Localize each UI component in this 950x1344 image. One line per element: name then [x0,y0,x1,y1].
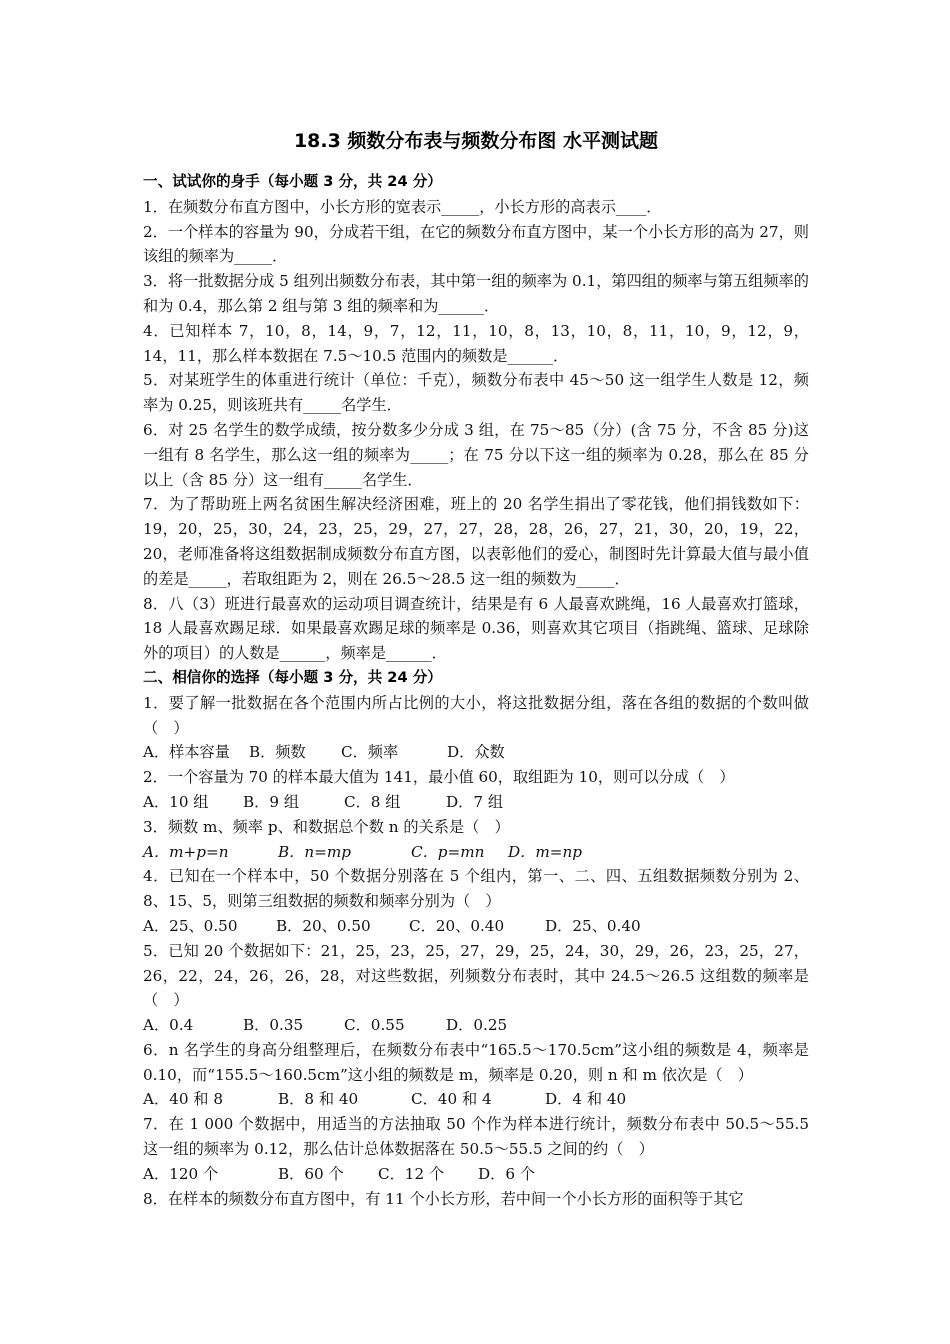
choice-options-7 [143,1162,809,1187]
choice-options-4 [143,914,809,939]
option-d: D．25、0.40 [545,916,641,935]
option-a: A．m+p=n [143,842,229,861]
fill-question-7: 7．为了帮助班上两名贫困生解决经济困难，班上的 20 名学生捐出了零花钱，他们捐钱数如下：19，20，25，30，24，23，25，29，27，27，28，28，26，27，21，30，20，19，22，20，老师准备将这组数据制成频数分布直方图，以表彰他们的爱心，制图时先计算最大值与最小值的差是_____，若取组距为 2，则在 26.5～28.5 这一组的频数为_____． [143,495,809,588]
choice-question-6: 6．n 名学生的身高分组整理后，在频数分布表中“165.5～170.5cm”这小组的频数是 4，频率是 0.10，而“155.5～160.5cm”这小组的频数是 m，频率是 0.20，则 n 和 m 依次是（ ） [143,1040,809,1084]
option-c: C．0.55 [344,1016,405,1035]
fill-question-2: 2．一个样本的容量为 90，分成若干组，在它的频数分布直方图中，某一个小长方形的高为 27，则该组的频率为_____． [143,222,809,266]
option-a: A．120 个 [143,1164,219,1183]
option-d: D．m=np [508,842,582,861]
option-c: C．p=mn [411,842,485,861]
page-title: 18.3 频数分布表与频数分布图 水平测试题 [293,130,659,152]
section-2-heading: 二、相信你的选择（每小题 3 分，共 24 分） [143,668,442,686]
option-a: A．25、0.50 [143,916,238,935]
option-d: D．6 个 [478,1164,536,1183]
option-b: B．n=mp [278,842,351,861]
fill-question-3: 3．将一批数据分成 5 组列出频数分布表，其中第一组的频率为 0.1，第四组的频率与第五组频率的和为 0.4，那么第 2 组与第 3 组的频率和为______． [143,272,809,315]
option-c: C．20、0.40 [409,916,505,935]
option-c: C．12 个 [378,1164,445,1183]
option-a: A．0.4 [143,1016,194,1035]
fill-question-8: 8．八（3）班进行最喜欢的运动项目调查统计，结果是有 6 人最喜欢跳绳，16 人最喜欢打篮球，18 人最喜欢踢足球．如果最喜欢踢足球的频率是 0.36，则喜欢其它项目（指跳绳、篮球、足球除外的项目）的人数是______，频率是______． [143,594,809,663]
section-1-heading: 一、试试你的身手（每小题 3 分，共 24 分） [143,173,442,190]
choice-question-7: 7．在 1 000 个数据中，用适当的方法抽取 50 个作为样本进行统计，频数分布表中 50.5～55.5 这一组的频率为 0.12，那么估计总体数据落在 50.5～55.5 之间的约（ ） [143,1115,809,1159]
choice-options-6 [143,1087,809,1112]
choice-question-8: 8．在样本的频数分布直方图中，有 11 个小长方形，若中间一个小长方形的面积等于其它 [143,1189,744,1208]
choice-question-5: 5．已知 20 个数据如下：21，25，23，25，27，29，25，24，30，29，26，23，25，27，26，22，24，26，26，28，对这些数据，列频数分布表时，其中 24.5～26.5 这组数的频率是（ ） [143,941,809,1010]
choice-question-3: 3．频数 m、频率 p、和数据总个数 n 的关系是（ ） [143,817,510,836]
option-b: B．8 和 40 [278,1090,359,1109]
option-a: A．40 和 8 [143,1090,223,1109]
option-d: D．4 和 40 [545,1090,627,1109]
option-d: D．众数 [447,743,505,762]
fill-question-5: 5．对某班学生的体重进行统计（单位：千克），频数分布表中 45～50 这一组学生人数是 12，频率为 0.25，则该班共有_____名学生． [143,371,809,415]
option-c: C．频率 [341,743,399,762]
choice-question-1: 1．要了解一批数据在各个范围内所占比例的大小，将这批数据分组，落在各组的数据的个数叫做（ ） [143,693,809,737]
option-d: D．0.25 [446,1016,508,1035]
worksheet-page [143,126,809,1211]
option-a: A．样本容量 [143,743,230,762]
choice-question-4: 4．已知在一个样本中，50 个数据分别落在 5 个组内，第一、二、四、五组数据频数分别为 2、8、15、5，则第三组数据的频数和频率分别为（ ） [143,867,809,911]
fill-question-1: 1．在频数分布直方图中，小长方形的宽表示_____，小长方形的高表示____． [143,197,662,216]
option-c: C．8 组 [344,792,401,811]
option-c: C．40 和 4 [411,1090,492,1109]
fill-question-6: 6．对 25 名学生的数学成绩，按分数多少分成 3 组，在 75～85（分）(含 75 分，不含 85 分)这一组有 8 名学生，那么这一组的频率为_____；在 75 分以下这一组的频率为 0.28，那么在 85 分以上（含 85 分）这一组有_____名学生． [143,420,809,489]
choice-question-2: 2．一个容量为 70 的样本最大值为 141，最小值 60，取组距为 10，则可以分成（ ） [143,768,735,787]
option-d: D．7 组 [446,792,504,811]
choice-options-5 [143,1013,809,1038]
fill-question-4: 4．已知样本 7，10，8，14，9，7，12，11，10，8，13，10，8，11，10，9，12，9，14，11，那么样本数据在 7.5～10.5 范围内的频数是______． [143,321,809,365]
option-b: B．9 组 [243,792,300,811]
option-b: B．0.35 [243,1016,304,1035]
option-b: B．20、0.50 [276,916,371,935]
choice-options-2 [143,790,809,815]
choice-options-1 [143,740,809,765]
option-a: A．10 组 [143,792,209,811]
option-b: B．60 个 [278,1164,344,1183]
option-b: B．频数 [249,743,306,762]
choice-options-3 [143,840,809,865]
